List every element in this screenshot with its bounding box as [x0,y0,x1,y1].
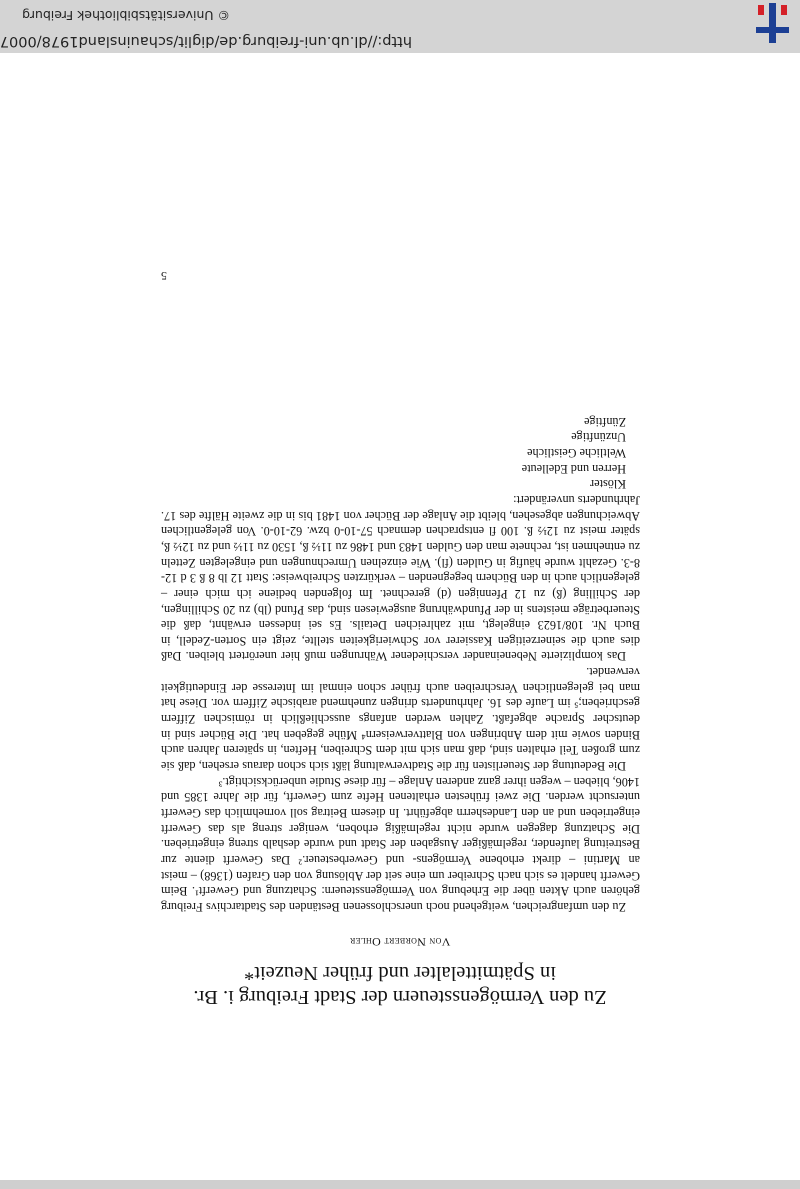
page-number: 5 [161,269,167,283]
list-item: Weltliche Geistliche [527,445,626,460]
list-item: Unzünftige [571,430,626,445]
title-line-1: Zu den Vermögenssteuern der Stadt Freiburg i. Br. [193,986,607,1008]
article-body [161,413,640,914]
paragraph-2: Die Bedeutung der Steuerlisten für die Stadtverwaltung läßt sich schon daraus ersehen, daß sie zum großen Teil erhalten sind, daß man sich mit dem Schreiben, Heften, in späteren Jahren auch Binden sowie mit dem Anbringen von Blattverweisern⁴ Mühe gegeben hat. Die Bücher sind in deutscher Sprache abgefaßt. Zahlen werden anfangs ausschließlich in römischen Ziffern geschrieben;⁵ im Laufe des 16. Jahrhunderts dringen zunehmend arabische Ziffern vor. Diese hat man bei gelegentlichen Verschreiben auch früher schon einmal im Interesse der Eindeutigkeit verwendet. [161,665,640,774]
copyright-symbol: © [217,8,230,23]
category-list [161,413,640,491]
list-item: Klöster [590,477,626,492]
copyright-notice [10,8,230,23]
paragraph-3: Das komplizierte Nebeneinander verschiedener Währungen muß hier unerörtert bleiben. Daß dies auch die seinerzeitigen Kassierer vor Schwierigkeiten stellte, zeigt ein Sorten-Zedell, in Buch Nr. 108/1623 eingelegt, mit zahlreichen Details. Es sei indessen erwähnt, daß die Steuerbeträge meistens in der Pfundwährung ausgewiesen sind, das Pfund (lb) zu 20 Schillingen, der Schilling (ß) zu 12 Pfennigen (d) gerechnet. Im folgenden bediene ich mich einer – gelegentlich auch in den Büchern begegnenden – verkürzten Schreibweise: Statt 12 lb 8 ß 3 d 12-8-3. Gezahlt wurde häufig in Gulden (fl). Wie einzelnen Umrechnungen und eingelegten Zetteln zu entnehmen ist, rechnete man den Gulden 1483 und 1486 zu 11½ ß, 1530 zu 11½ und zu 12½ ß, später meist zu 12½ ß. 100 fl entsprachen demnach 57-10-0 bzw. 62-10-0. Von gelegentlichen Abweichungen abgesehen, bleibt die Anlage der Bücher von 1481 bis in die zweite Hälfte des 17. Jahrhunderts unverändert: [161,492,640,664]
article-author: Von Norbert Ohler [349,935,451,949]
title-line-2: in Spätmittelalter und früher Neuzeit* [244,962,556,984]
copyright-text: Universitätsbibliothek Freiburg [22,8,214,23]
list-item: Zünftige [584,414,626,429]
list-item: Herren und Edelleute [521,461,626,476]
paragraph-1: Zu den umfangreichen, weitgehend noch unerschlossenen Beständen des Stadtarchivs Freiburg gehören auch Akten über die Erhebung von Vermögenssteuern: Schatzung und Gewerft¹. Beim Gewerft handelt es sich nach Schreiber um eine seit der Ablösung von den Grafen (1368) – meist an Martini – direkt erhobene Vermögens- und Gewerbesteuer.² Das Gewerft diente zur Bestreitung laufender, regelmäßiger Ausgaben der Stadt und wurde deshalb streng eingetrieben. Die Schatzung dagegen wurde nicht regelmäßig erhoben, weniger streng als das Gewerft eingetrieben und an den Landesherrn abgeführt. In diesem Beitrag soll vornehmlich das Gewerft untersucht werden. Die zwei frühesten erhaltenen Hefte zum Gewerft, für die Jahre 1385 und 1406, blieben – wegen ihrer ganz anderen Anlage – für diese Studie unberücksichtigt.³ [161,774,640,914]
university-logo-icon [750,3,794,43]
article-title [150,961,650,1009]
document-url-link[interactable]: http://dl.ub.uni-freiburg.de/diglit/schauinsland1978/0007 [0,33,412,49]
